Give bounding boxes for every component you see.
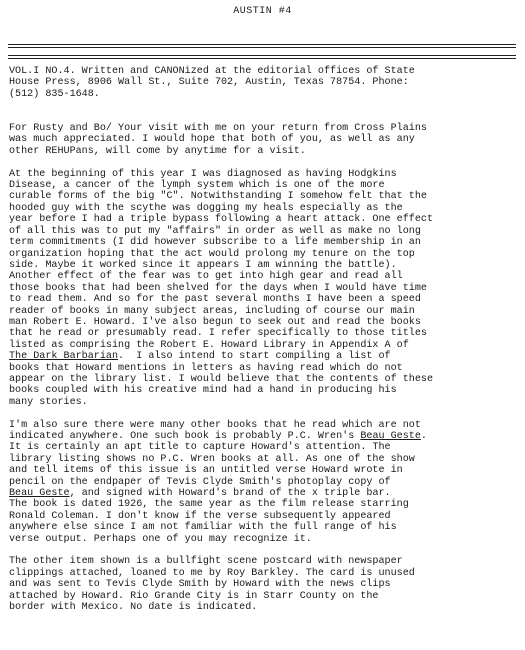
paragraph-4: The other item shown is a bullfight scene postcard with newspaper clippings attached, loaned to me by Roy Barkley. The card is unused and was sent to Tevis Clyde Smith by Howard with the news clips attached by Howard. Rio Grande City is in Starr County on the border with Mexico. No date is indicated. [9,556,415,614]
paragraph-2-text-b: . I also intend to start compiling a list of books that Howard mentions in letters as having read which do not appear on the library list. I would believe that the contents of these books coupled with his creative mind had a hand in producing his many stories. [9,351,434,408]
book-title-beau-geste-1: Beau Geste [360,431,421,442]
double-rule-bottom [8,55,516,56]
paragraph-1: For Rusty and Bo/ Your visit with me on your return from Cross Plains was much appreciated. I would hope that both of you, as well as any other REHUPans, will come by anytime for a visit. [9,123,427,157]
masthead: VOL.I NO.4. Written and CANONized at the editorial offices of State House Press, 8906 Wall St., Suite 702, Austin, Texas 78754. Phone: (512) 835-1648. [9,66,415,100]
paragraph-3-text-b: . It is certainly an apt title to capture Howard's attention. The library listing shows no P.C. Wren books at all. As one of the show and tell items of this issue is an untitled verse Howard wrote in pencil on the endpaper of Tevis Clyde Smith's photoplay copy of [9,431,427,488]
document-body [9,66,517,614]
page-header: AUSTIN #4 [233,6,292,17]
double-rule-top [8,44,516,45]
double-rule-top-2 [8,47,516,48]
double-rule-bottom-2 [8,58,516,59]
book-title-beau-geste-2: Beau Geste [9,488,70,500]
book-title-dark-barbarian: The Dark Barbarian [9,351,119,363]
paragraph-3 [9,420,427,545]
paragraph-3-text-c: , and signed with Howard's brand of the x triple bar. The book is dated 1926, the same year as the film release starring Ronald Coleman. I don't know if the verse subsequently appeared anywhere else since I am not familiar with the full range of his verse output. Perhaps one of you may recognize it. [9,488,409,545]
paragraph-2-text-a: At the beginning of this year I was diagnosed as having Hodgkins Disease, a cancer of the lymph system which is one of the more curable forms of the big "C". Notwithstanding I somehow felt that the hooded guy with the scythe was dogging my heals especially as the year before I had a triple bypass following a heart attack. One effect of all this was to put my "affairs" in order as well as make no long term commitments (I did however subscribe to a life membership in an organization hoping that the act would prolong my tenure on the top side. Maybe it worked since it appears I am winning the battle). Another effect of the fear was to get into high gear and read all those books that had been shelved for the days when I would have time to read them. And so for the past several months I have been a speed reader of books in many subject areas, including of course our main man Robert E. Howard. I've also begun to seek out and read the books that he read or presumably read. I refer specifically to those titles listed as comprising the Robert E. Howard Library in Appendix A of [9,168,434,351]
paragraph-2 [9,169,433,408]
paragraph-3-text-a: I'm also sure there were many other books that he read which are not indicated anywhere. One such book is probably P.C. Wren's [9,419,421,442]
